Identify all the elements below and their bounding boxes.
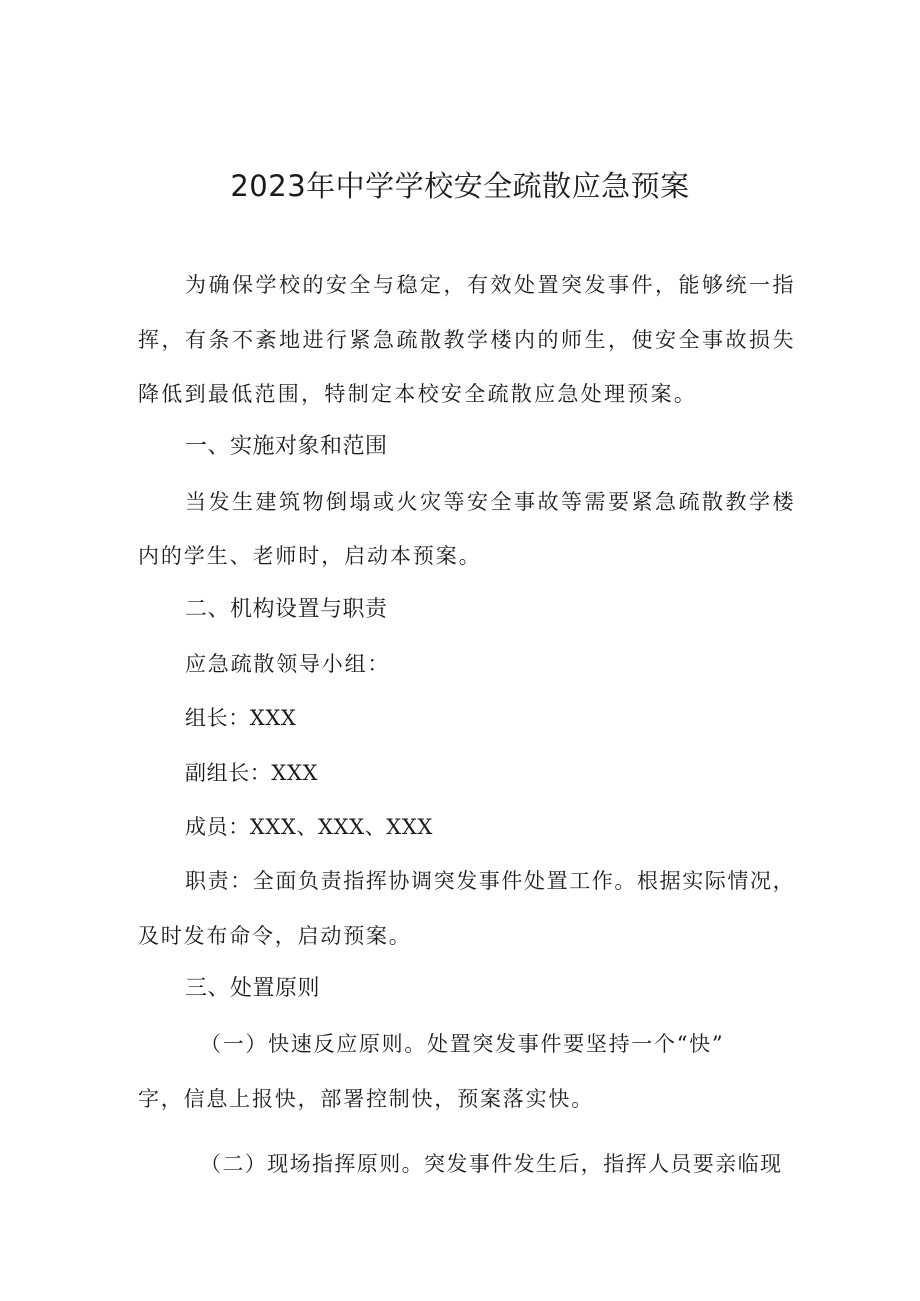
group-deputy: 副组长：XXX <box>185 761 319 785</box>
group-members: 成员：XXX、XXX、XXX <box>185 815 433 839</box>
group-label: 应急疏散领导小组： <box>185 652 391 676</box>
section1-line-2: 内的学生、老师时，启动本预案。 <box>138 544 482 568</box>
group-leader: 组长：XXX <box>185 706 297 730</box>
intro-line-2: 挥，有条不紊地进行紧急疏散教学楼内的师生，使安全事故损失 <box>138 328 796 352</box>
principle-2-line-1: （二）现场指挥原则。突发事件发生后，指挥人员要亲临现 <box>200 1152 783 1176</box>
principle-1-line-1: （一）快速反应原则。处置突发事件要坚持一个“快” <box>200 1032 725 1056</box>
section-heading-3: 三、处置原则 <box>185 976 321 1001</box>
principle-1-line-2: 字，信息上报快，部署控制快，预案落实快。 <box>138 1087 594 1111</box>
section-heading-1: 一、实施对象和范围 <box>185 434 388 459</box>
intro-line-1: 为确保学校的安全与稳定，有效处置突发事件，能够统一指 <box>185 273 796 297</box>
document-title: 2023年中学学校安全疏散应急预案 <box>230 169 690 203</box>
section-heading-2: 二、机构设置与职责 <box>185 597 388 622</box>
section1-line-1: 当发生建筑物倒塌或火灾等安全事故等需要紧急疏散教学楼 <box>185 490 796 514</box>
intro-line-3: 降低到最低范围，特制定本校安全疏散应急处理预案。 <box>138 382 698 406</box>
duty-line-1: 职责：全面负责指挥协调突发事件处置工作。根据实际情况， <box>185 869 796 893</box>
duty-line-2: 及时发布命令，启动预案。 <box>138 924 412 948</box>
